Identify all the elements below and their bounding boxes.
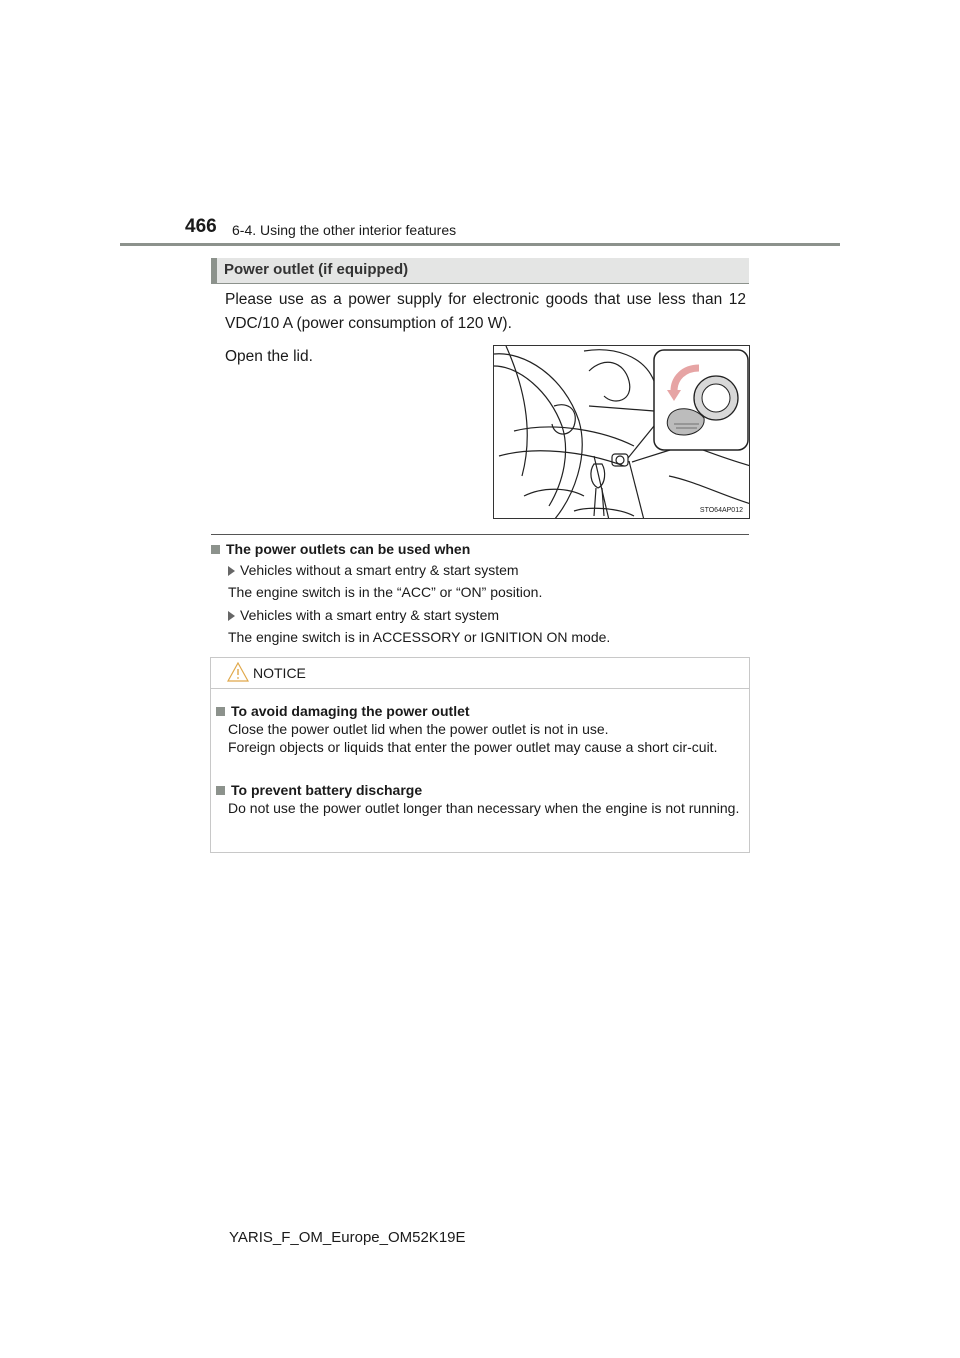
notice-item-title: [216, 781, 741, 799]
section-divider: [211, 534, 749, 535]
triangle-arrow-icon: [228, 611, 235, 621]
notice-item-line: Close the power outlet lid when the power outlet is not in use.: [228, 721, 609, 737]
step-text: Open the lid.: [225, 348, 313, 365]
section-heading-bar: [211, 258, 749, 284]
header-rule: [120, 243, 840, 246]
heading-accent: [211, 258, 217, 283]
section-title: 6-4. Using the other interior features: [232, 222, 457, 238]
intro-paragraph: Please use as a power supply for electronic goods that use less than 12 VDC/10 A (power consumption of 120 W).: [225, 291, 746, 332]
notice-item-line: Foreign objects or liquids that enter the power outlet may cause a short cir-cuit.: [228, 739, 718, 755]
car-interior-drawing: [494, 346, 750, 519]
illustration-code: STO64AP012: [699, 507, 743, 514]
square-bullet-icon: [216, 786, 225, 795]
when-section-title: [211, 541, 470, 557]
notice-box: [210, 657, 750, 853]
notice-item-title-text: To prevent battery discharge: [231, 782, 423, 798]
notice-header-divider: [211, 688, 749, 689]
power-outlet-illustration: [493, 345, 750, 519]
triangle-arrow-icon: [228, 566, 235, 576]
condition-text-2: The engine switch is in ACCESSORY or IGNITION ON mode.: [228, 629, 611, 645]
warning-triangle-icon: [227, 662, 249, 682]
notice-item-line: Do not use the power outlet longer than necessary when the engine is not running.: [228, 800, 740, 816]
notice-item: [216, 781, 741, 817]
square-bullet-icon: [211, 545, 220, 554]
section-heading: Power outlet (if equipped): [224, 261, 409, 278]
notice-item-title-text: To avoid damaging the power outlet: [231, 703, 470, 719]
notice-item-title: [216, 702, 741, 720]
condition-label-1-text: Vehicles without a smart entry & start system: [240, 562, 519, 578]
notice-item: [216, 702, 741, 756]
page-number: 466: [185, 216, 217, 237]
when-section-title-text: The power outlets can be used when: [226, 541, 471, 557]
notice-label: NOTICE: [253, 665, 306, 681]
condition-text-1: The engine switch is in the “ACC” or “ON” position.: [228, 584, 543, 600]
condition-label-1: [228, 562, 519, 578]
document-id-footer: YARIS_F_OM_Europe_OM52K19E: [229, 1229, 466, 1246]
square-bullet-icon: [216, 707, 225, 716]
condition-label-2-text: Vehicles with a smart entry & start system: [240, 607, 500, 623]
condition-label-2: [228, 607, 499, 623]
